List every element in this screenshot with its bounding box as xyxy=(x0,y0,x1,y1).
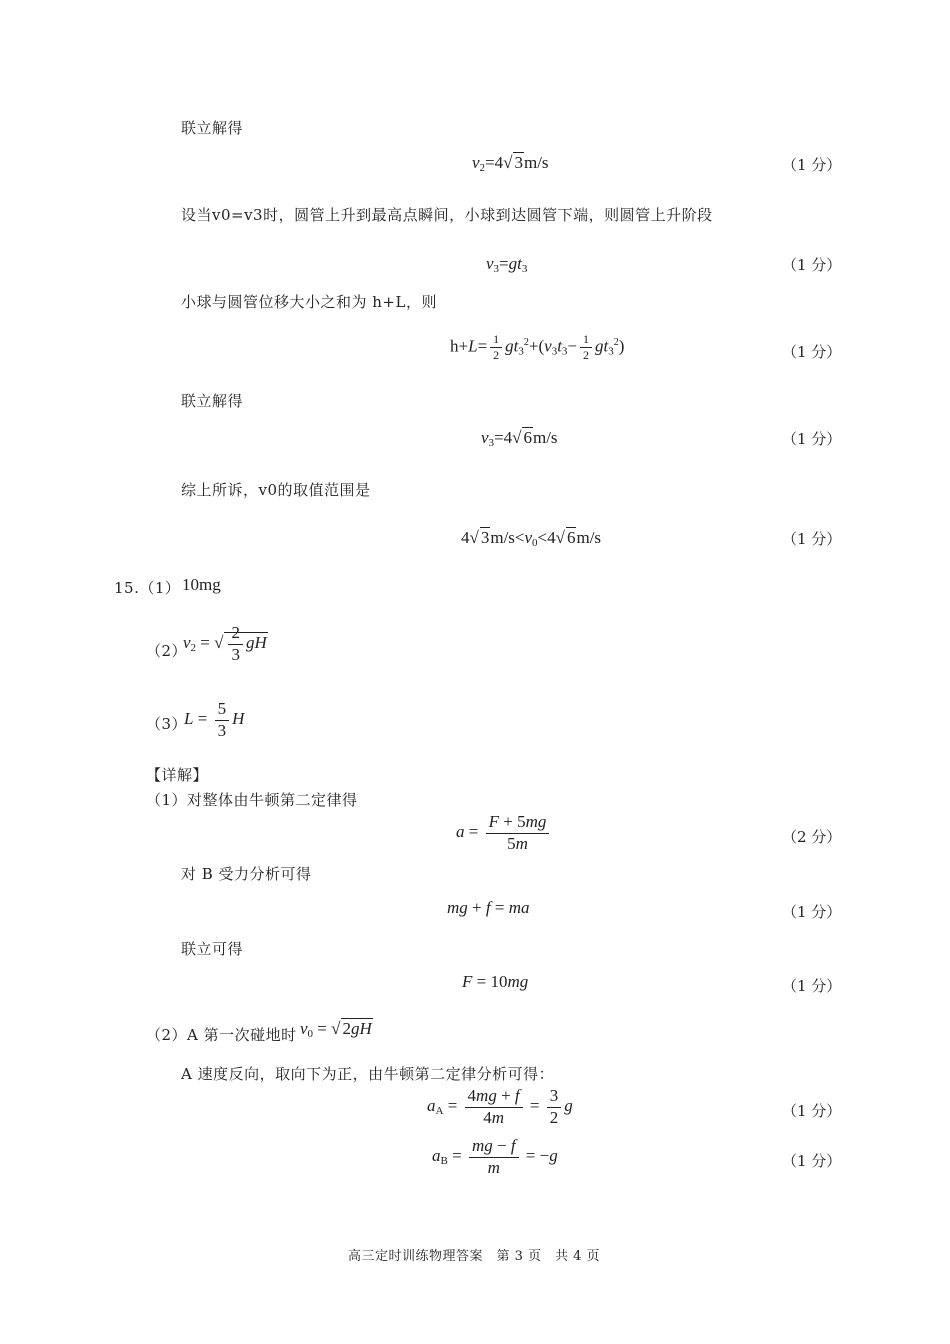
text-set-v0-v3: 设当v0=v3时，圆管上升到最高点瞬间，小球到达圆管下端，则圆管上升阶段 xyxy=(181,206,713,224)
equation-v3-result: $v_3=4√$ 6m/s xyxy=(481,428,558,449)
answer-3-equation: L = $\frac{5}{3}$ H xyxy=(184,699,245,740)
text-displacement-sum: 小球与圆管位移大小之和为 h+L，则 xyxy=(181,293,437,311)
score-8: （1 分） xyxy=(782,977,842,995)
answer-2-equation: $v_2$ = √ $\frac{2}{3}$ gH xyxy=(183,623,267,664)
question-15-label: 15.（1） xyxy=(114,579,181,597)
step-1-text: （1）对整体由牛顿第二定律得 xyxy=(146,791,358,809)
score-10: （1 分） xyxy=(782,1152,842,1170)
detail-heading: 【详解】 xyxy=(146,766,209,784)
text-A-direction: A 速度反向，取向下为正，由牛顿第二定律分析可得： xyxy=(181,1065,555,1083)
answer-1: 10mg xyxy=(182,575,221,594)
score-5: （1 分） xyxy=(782,530,842,548)
equation-h-plus-L: h+L= $\frac{1}{2}$ $gt_3^2+(v_3t_3-$ $\frac{1}{2}$ $gt_3^2$) xyxy=(450,332,625,363)
text-lianli-2: 联立解得 xyxy=(181,392,244,410)
equation-mg-f: mg + f = ma xyxy=(447,898,530,917)
page-footer: 高三定时训练物理答案 第 3 页 共 4 页 xyxy=(348,1249,601,1264)
score-7: （1 分） xyxy=(782,903,842,921)
score-9: （1 分） xyxy=(782,1102,842,1120)
equation-aB: $a_B$ = $\frac{mg - f}{m}$ = −g xyxy=(432,1136,558,1177)
text-B-analysis: 对 B 受力分析可得 xyxy=(181,865,312,883)
answer-3-label: （3） xyxy=(146,715,188,733)
score-2: （1 分） xyxy=(782,256,842,274)
text-lianli-3: 联立可得 xyxy=(181,940,244,958)
equation-a-total: a = $\frac{F + 5mg}{5m}$ xyxy=(456,813,552,853)
answer-2-label: （2） xyxy=(146,642,188,660)
equation-v0-range: 4√ $3m/s<v_0<4√$ 6m/s xyxy=(461,528,602,549)
score-3: （1 分） xyxy=(782,343,842,361)
equation-v0: $v_0$ = √ 2gH xyxy=(300,1019,372,1040)
equation-aA: $a_A$ = $\frac{4mg + f}{4m}$ = $\frac{3}{2}$ g xyxy=(427,1086,573,1127)
score-1: （1 分） xyxy=(782,156,842,174)
equation-v3-gt3: $v_3=gt_3$ xyxy=(486,254,528,275)
text-summary: 综上所诉，v0的取值范围是 xyxy=(181,481,371,499)
score-6: （2 分） xyxy=(782,828,842,846)
step-2-text: （2）A 第一次碰地时 xyxy=(146,1026,297,1044)
score-4: （1 分） xyxy=(782,430,842,448)
equation-v2: $v_2=4√$ 3m/s xyxy=(472,153,549,174)
text-lianli-1: 联立解得 xyxy=(181,119,244,137)
equation-F-result: F = 10mg xyxy=(462,972,529,991)
